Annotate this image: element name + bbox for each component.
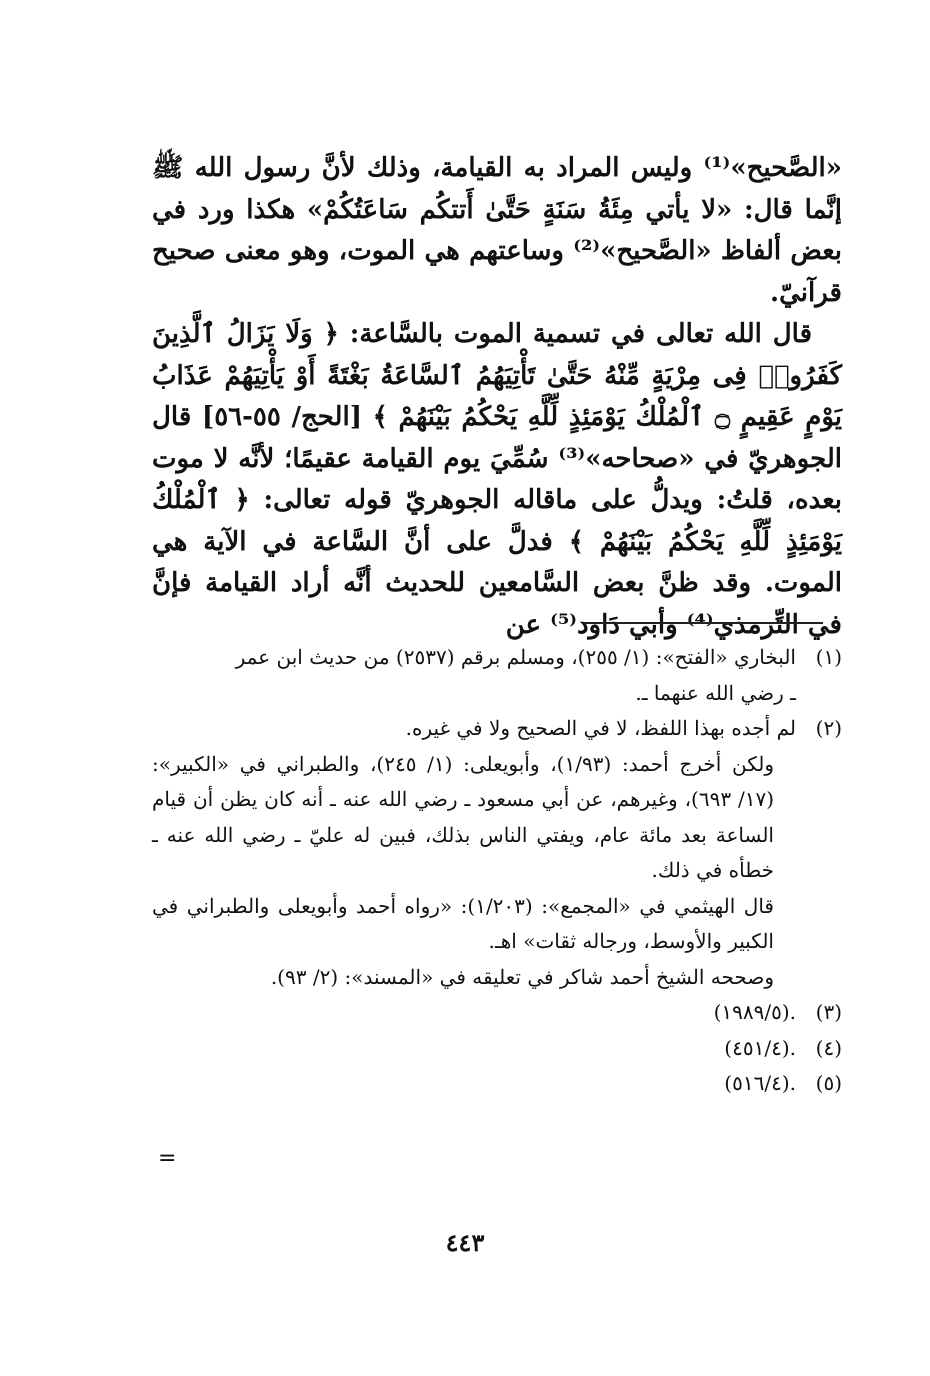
footnote-2 [152,711,842,995]
footnote-1 [152,640,842,711]
footnote-number: (٥) [815,1071,842,1095]
main-paragraph-1: «الصَّحيح»⁽¹⁾ وليس المراد به القيامة، وذلك لأنَّ رسول الله ﷺ إنَّما قال: «لا يأتي مِئَةُ سَنَةٍ حَتَّىٰ أَتتكُم سَاعَتُكُمْ» هكذا ورد في بعض ألفاظ «الصَّحيح»⁽²⁾ وساعتهم هي الموت، وهو معنى صحيح قرآنيّ. [152,153,842,308]
footnote-separator [583,622,823,624]
footnote-4 [152,1031,842,1067]
footnote-3 [152,995,842,1031]
page-number: ٤٤٣ [445,1228,485,1257]
footnote-line: قال الهيثمي في «المجمع»: (١/٢٠٣): «رواه أحمد وأبويعلى والطبراني في الكبير والأوسط، ورجاله ثقات» اهـ. [152,893,774,953]
section-marker: = [158,1146,177,1171]
footnote-number: (٤) [815,1035,842,1060]
footnote-line: ولكن أخرج أحمد: (١/٩٣)، وأبويعلى: (١/ ٢٤٥)، والطبراني في «الكبير»: (١٧/ ٦٩٣)، وغيرهم، عن أبي مسعود ـ رضي الله عنه ـ أنه كان يظن أن قيام الساعة بعد مائة عام، ويفتي الناس بذلك، فبين له عليّ ـ رضي الله عنه ـ خطأه في ذلك. [152,751,774,882]
footnotes [152,640,842,1102]
footnote-number: (٣) [815,1000,842,1024]
footnote-line: .(٥١٦/٤) [724,1071,796,1095]
footnote-number: (١) [815,645,842,669]
footnote-5 [152,1066,842,1102]
footnote-line: لم أجده بهذا اللفظ، لا في الصحيح ولا في غيره. [405,716,796,740]
footnote-number: (٢) [815,716,842,740]
main-text [152,148,842,646]
footnote-line: ـ رضي الله عنهما ـ. [635,680,796,705]
footnote-line: البخاري «الفتح»: (١/ ٢٥٥)، ومسلم برقم (٢٥٣٧) من حديث ابن عمر [235,645,796,669]
footnote-line: .(١٩٨٩/٥) [713,1000,796,1024]
footnote-line: وصححه الشيخ أحمد شاكر في تعليقه في «المسند»: (٢/ ٩٣). [270,964,774,989]
footnote-line: .(٤٥١/٤) [724,1035,796,1060]
main-paragraph-2: قال الله تعالى في تسمية الموت بالسَّاعة: ﴿ وَلَا يَزَالُ ٱلَّذِينَ كَفَرُوا۟ فِى مِرْيَةٍ مِّنْهُ حَتَّىٰ تَأْتِيَهُمُ ٱلسَّاعَةُ بَغْتَةً أَوْ يَأْتِيَهُمْ عَذَابُ يَوْمٍ عَقِيمٍ ۝ ٱلْمُلْكُ يَوْمَئِذٍ لِّلَّهِ يَحْكُمُ بَيْنَهُمْ ﴾ [الحج/ ٥٥-٥٦] قال الجوهريّ في «صحاحه»⁽³⁾ سُمِّيَ يوم القيامة عقيمًا؛ لأنَّه لا موت بعده، قلتُ: ويدلُّ على ماقاله الجوهريّ قوله تعالى: ﴿ ٱلْمُلْكُ يَوْمَئِذٍ لِّلَّهِ يَحْكُمُ بَيْنَهُمْ ﴾ فدلَّ على أنَّ السَّاعة في الآية هي الموت. وقد ظنَّ بعض السَّامعين للحديث أنَّه أراد القيامة فإنَّ في التِّرمذي⁽⁴⁾ وأبي دَاود⁽⁵⁾ عن [152,319,842,640]
